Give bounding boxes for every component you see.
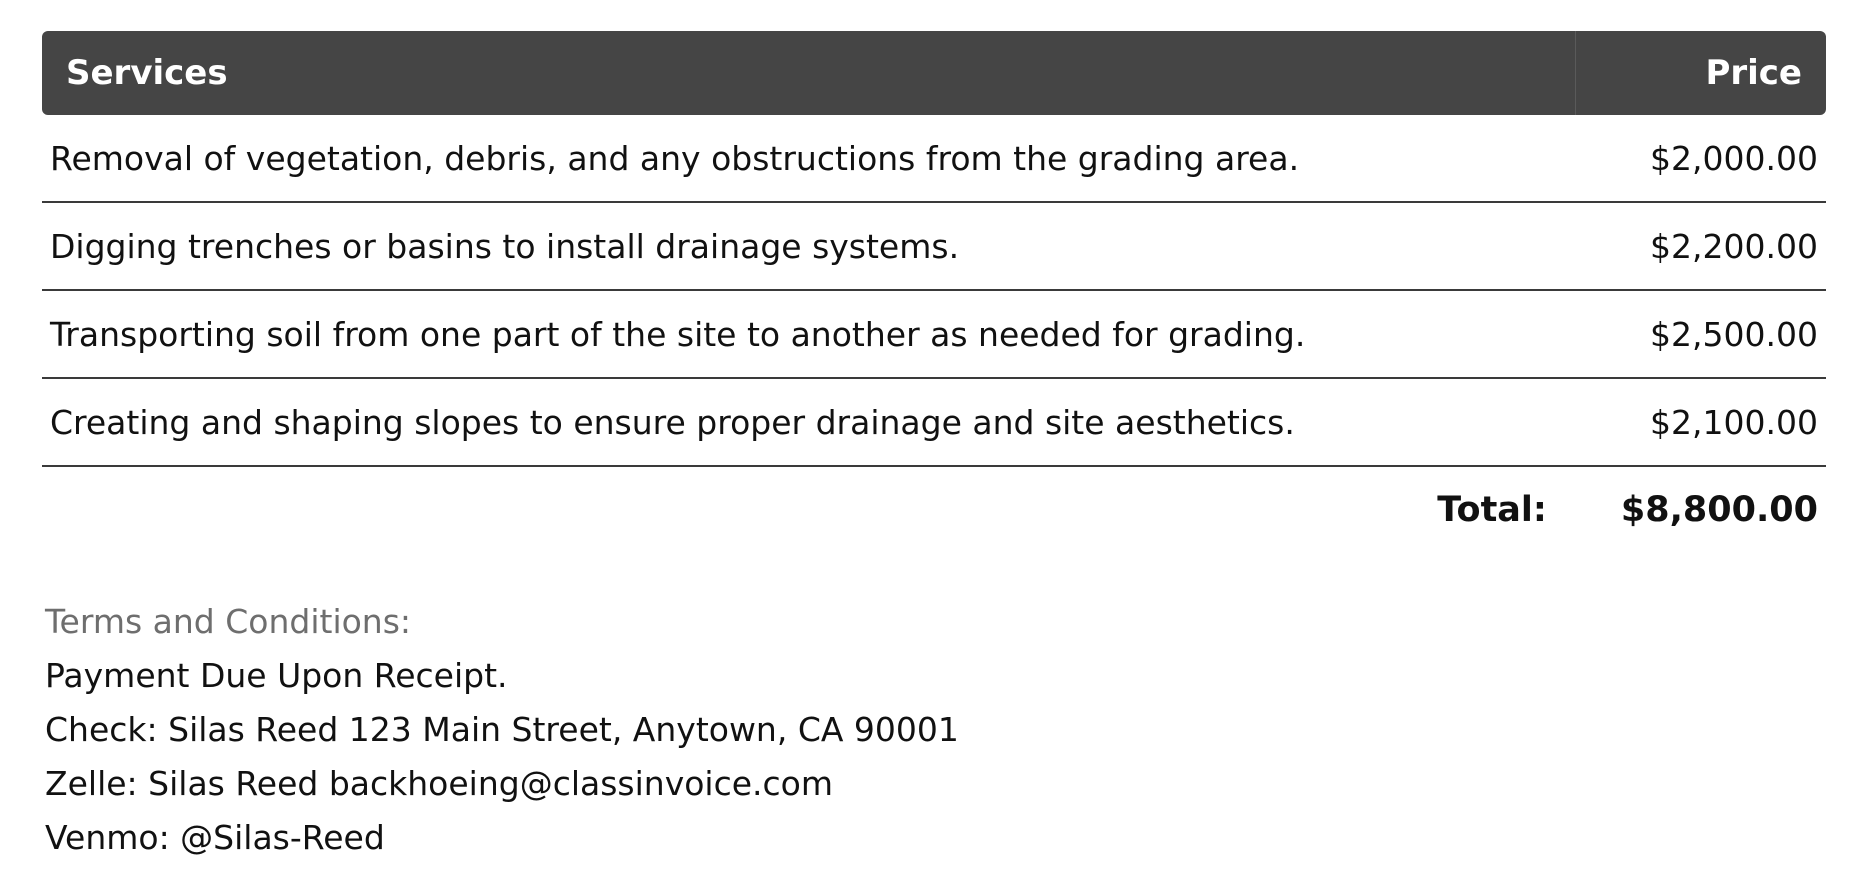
invoice-services-section	[42, 31, 1826, 865]
service-description: Digging trenches or basins to install drainage systems.	[50, 226, 960, 266]
service-description: Removal of vegetation, debris, and any obstructions from the grading area.	[50, 138, 1300, 178]
price-column-header: Price	[1705, 53, 1802, 93]
total-value: $8,800.00	[1620, 490, 1818, 530]
zelle-payment-line: Zelle: Silas Reed backhoeing@classinvoice.com	[45, 764, 834, 803]
table-row	[42, 203, 1826, 291]
service-price: $2,000.00	[1650, 138, 1818, 178]
payment-due-line: Payment Due Upon Receipt.	[45, 656, 508, 695]
check-payment-line: Check: Silas Reed 123 Main Street, Anytown, CA 90001	[45, 710, 959, 749]
table-row	[42, 379, 1826, 467]
service-price: $2,200.00	[1650, 226, 1818, 266]
total-row	[42, 467, 1826, 553]
service-description: Creating and shaping slopes to ensure proper drainage and site aesthetics.	[50, 402, 1295, 442]
service-price: $2,500.00	[1650, 314, 1818, 354]
services-table-header	[42, 31, 1826, 115]
services-column-header: Services	[42, 31, 1576, 115]
service-price: $2,100.00	[1650, 402, 1818, 442]
services-table	[42, 31, 1826, 553]
terms-and-conditions	[42, 595, 1826, 865]
service-description: Transporting soil from one part of the site to another as needed for grading.	[50, 314, 1306, 354]
table-row	[42, 291, 1826, 379]
table-row	[42, 115, 1826, 203]
total-label: Total:	[1437, 490, 1547, 530]
terms-title: Terms and Conditions:	[45, 602, 412, 641]
venmo-payment-line: Venmo: @Silas-Reed	[45, 818, 385, 857]
